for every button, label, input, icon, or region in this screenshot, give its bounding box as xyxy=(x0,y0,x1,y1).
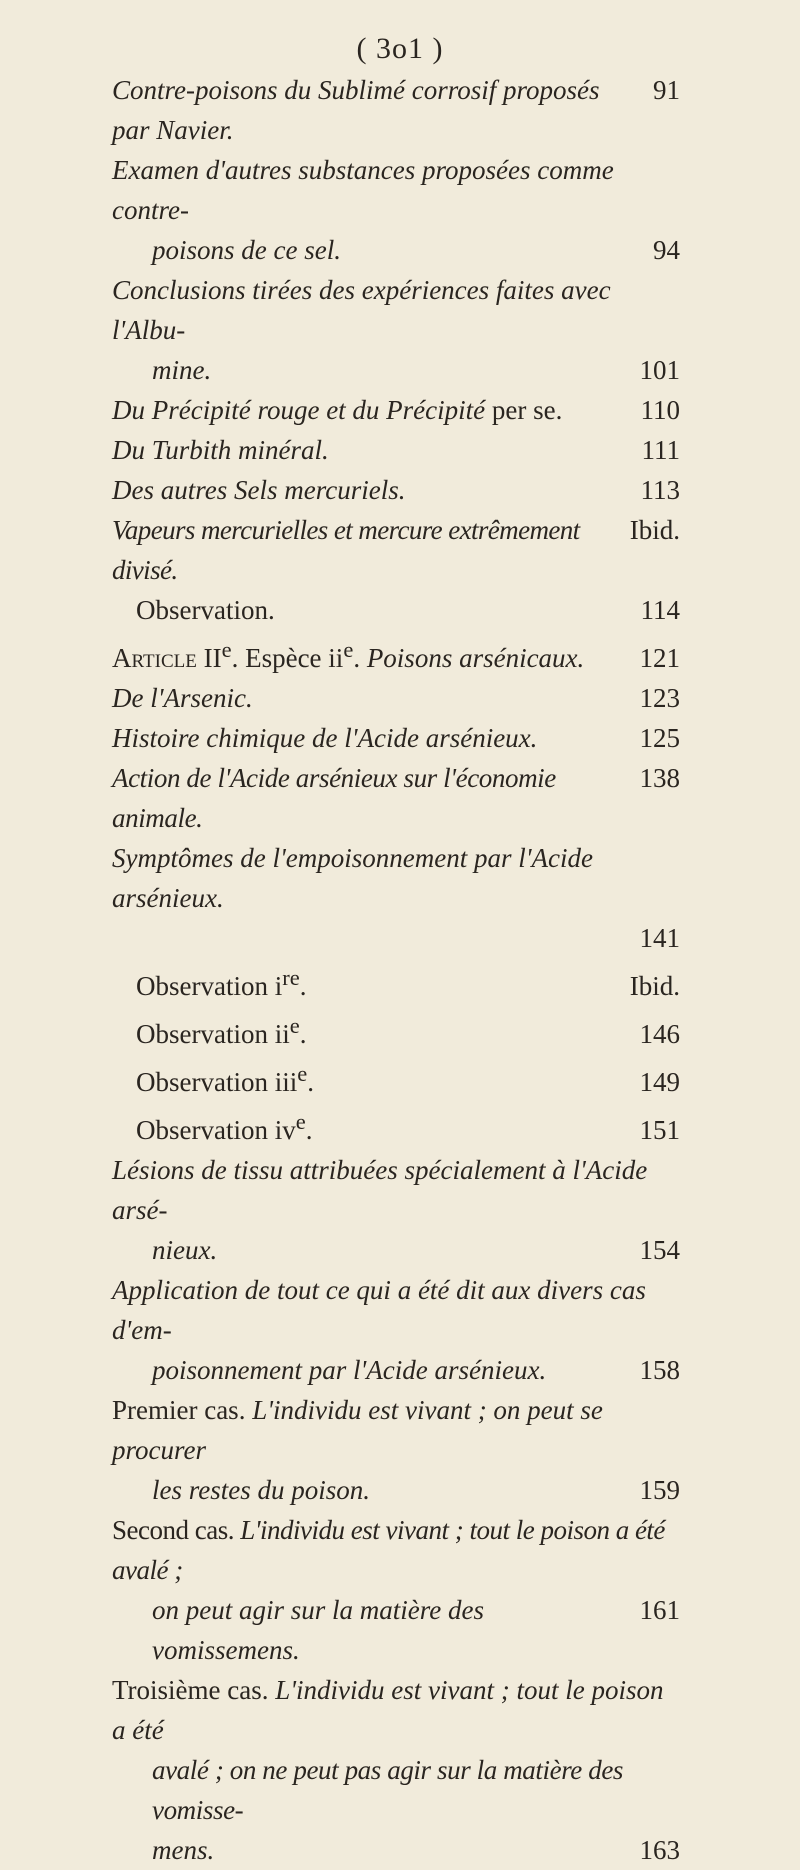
toc-entry xyxy=(112,1670,680,1870)
entry-page: 141 xyxy=(639,923,680,953)
entry-page: 154 xyxy=(639,1235,680,1265)
entry-title: De l'Arsenic. xyxy=(112,683,253,713)
entry-title: Examen d'autres substances proposées comme contre- xyxy=(112,155,614,225)
entry-title-cont: on peut agir sur la matière des vomissemens. xyxy=(152,1595,484,1665)
entry-title-roman: per se. xyxy=(485,395,563,425)
entry-title-cont: les restes du poison. xyxy=(152,1475,370,1505)
ordinal-sup: e xyxy=(295,1109,306,1134)
toc-entry xyxy=(112,430,680,470)
entry-title: Observation i xyxy=(136,971,283,1001)
entry-page: 110 xyxy=(640,395,680,425)
entry-title: Action de l'Acide arsénieux sur l'économie animale. xyxy=(112,763,556,833)
entry-title-cont: mine. xyxy=(152,355,212,385)
toc-entry: Observation iii$^e$. 149 xyxy=(112,1054,680,1102)
toc-entry: Observation $ii^e$. 146 xyxy=(112,1006,680,1054)
toc-entry xyxy=(112,718,680,758)
entry-title: Observation ii xyxy=(136,1019,290,1049)
toc-entry xyxy=(112,1510,680,1670)
toc-entry: Observation $iv^e$. 151 xyxy=(112,1102,680,1150)
toc-entry xyxy=(112,838,680,958)
entry-title: Histoire chimique de l'Acide arsénieux. xyxy=(112,723,538,753)
toc-entry xyxy=(112,150,680,270)
entry-title: Du Turbith minéral. xyxy=(112,435,329,465)
toc-entry xyxy=(112,678,680,718)
toc-entry xyxy=(112,390,680,430)
toc-entry xyxy=(112,758,680,838)
entry-page: 149 xyxy=(639,1067,680,1097)
entry-title-cont: mens. xyxy=(152,1835,215,1865)
toc-entry xyxy=(112,510,680,590)
article-label: Article II xyxy=(112,643,222,673)
toc-entry xyxy=(112,1270,680,1390)
entry-page: Ibid. xyxy=(629,971,680,1001)
separator: . xyxy=(353,643,367,673)
entry-title: L'individu est vivant ; tout le poison a été avalé ; xyxy=(112,1515,665,1585)
entry-page: 159 xyxy=(639,1475,680,1505)
entry-title-cont: poisonnement par l'Acide arsénieux. xyxy=(152,1355,547,1385)
entry-title: Vapeurs mercurielles et mercure extrêmement divisé. xyxy=(112,515,580,585)
entry-title: Observation. xyxy=(136,595,275,625)
entry-title-cont: avalé ; on ne peut pas agir sur la matière des vomisse- xyxy=(152,1755,624,1825)
entry-page: 125 xyxy=(639,723,680,753)
entry-page: Ibid. xyxy=(629,515,680,545)
entry-page: 161 xyxy=(639,1595,680,1625)
toc-entry xyxy=(112,630,680,678)
entry-page: 111 xyxy=(641,435,680,465)
entry-title: L'individu est vivant ; tout le poison a été xyxy=(112,1675,664,1745)
entry-page: 121 xyxy=(639,643,680,673)
table-of-contents xyxy=(112,70,680,1870)
toc-entry xyxy=(112,1390,680,1510)
entry-page: 158 xyxy=(639,1355,680,1385)
entry-page: 146 xyxy=(639,1019,680,1049)
entry-title: Poisons arsénicaux. xyxy=(366,643,585,673)
toc-entry xyxy=(112,470,680,510)
entry-title-cont: poisons de ce sel. xyxy=(152,235,341,265)
entry-title-cont: nieux. xyxy=(152,1235,218,1265)
toc-entry: Observation $i^{re}$. Ibid. xyxy=(112,958,680,1006)
entry-title: Lésions de tissu attribuées spécialement à l'Acide arsé- xyxy=(112,1155,648,1225)
entry-page: 138 xyxy=(639,763,680,793)
article-sup: e xyxy=(221,637,232,662)
toc-entry xyxy=(112,70,680,150)
case-label: Second cas. xyxy=(112,1515,241,1545)
page-number: ( 3o1 ) xyxy=(356,32,444,65)
entry-title: Du Précipité rouge et du Précipité xyxy=(112,395,486,425)
entry-title: Observation iv xyxy=(136,1115,296,1145)
entry-page: 113 xyxy=(640,475,680,505)
entry-page: 151 xyxy=(639,1115,680,1145)
entry-title: Symptômes de l'empoisonnement par l'Acide arsénieux. xyxy=(112,843,593,913)
toc-entry xyxy=(112,1150,680,1270)
species-sup: e xyxy=(343,637,354,662)
ordinal-sup: re xyxy=(282,965,300,990)
case-label: Premier cas. xyxy=(112,1395,253,1425)
toc-entry xyxy=(112,270,680,390)
entry-title: Contre-poisons du Sublimé corrosif proposés par Navier. xyxy=(112,75,600,145)
entry-page: 163 xyxy=(639,1835,680,1865)
entry-page: 91 xyxy=(653,75,680,105)
entry-page: 101 xyxy=(639,355,680,385)
case-label: Troisième cas. xyxy=(112,1675,276,1705)
entry-page: 114 xyxy=(640,595,680,625)
entry-title: Conclusions tirées des expériences faites avec l'Albu- xyxy=(112,275,611,345)
entry-title: Application de tout ce qui a été dit aux divers cas d'em- xyxy=(112,1275,646,1345)
entry-title: Observation iii xyxy=(136,1067,298,1097)
entry-page: 123 xyxy=(639,683,680,713)
ordinal-sup: e xyxy=(289,1013,300,1038)
entry-title: L'individu est vivant ; on peut se procurer xyxy=(112,1395,603,1465)
species-label: . Espèce ii xyxy=(231,643,344,673)
ordinal-sup: e xyxy=(297,1061,308,1086)
toc-entry xyxy=(112,590,680,630)
entry-page: 94 xyxy=(653,235,680,265)
entry-title: Des autres Sels mercuriels. xyxy=(112,475,406,505)
